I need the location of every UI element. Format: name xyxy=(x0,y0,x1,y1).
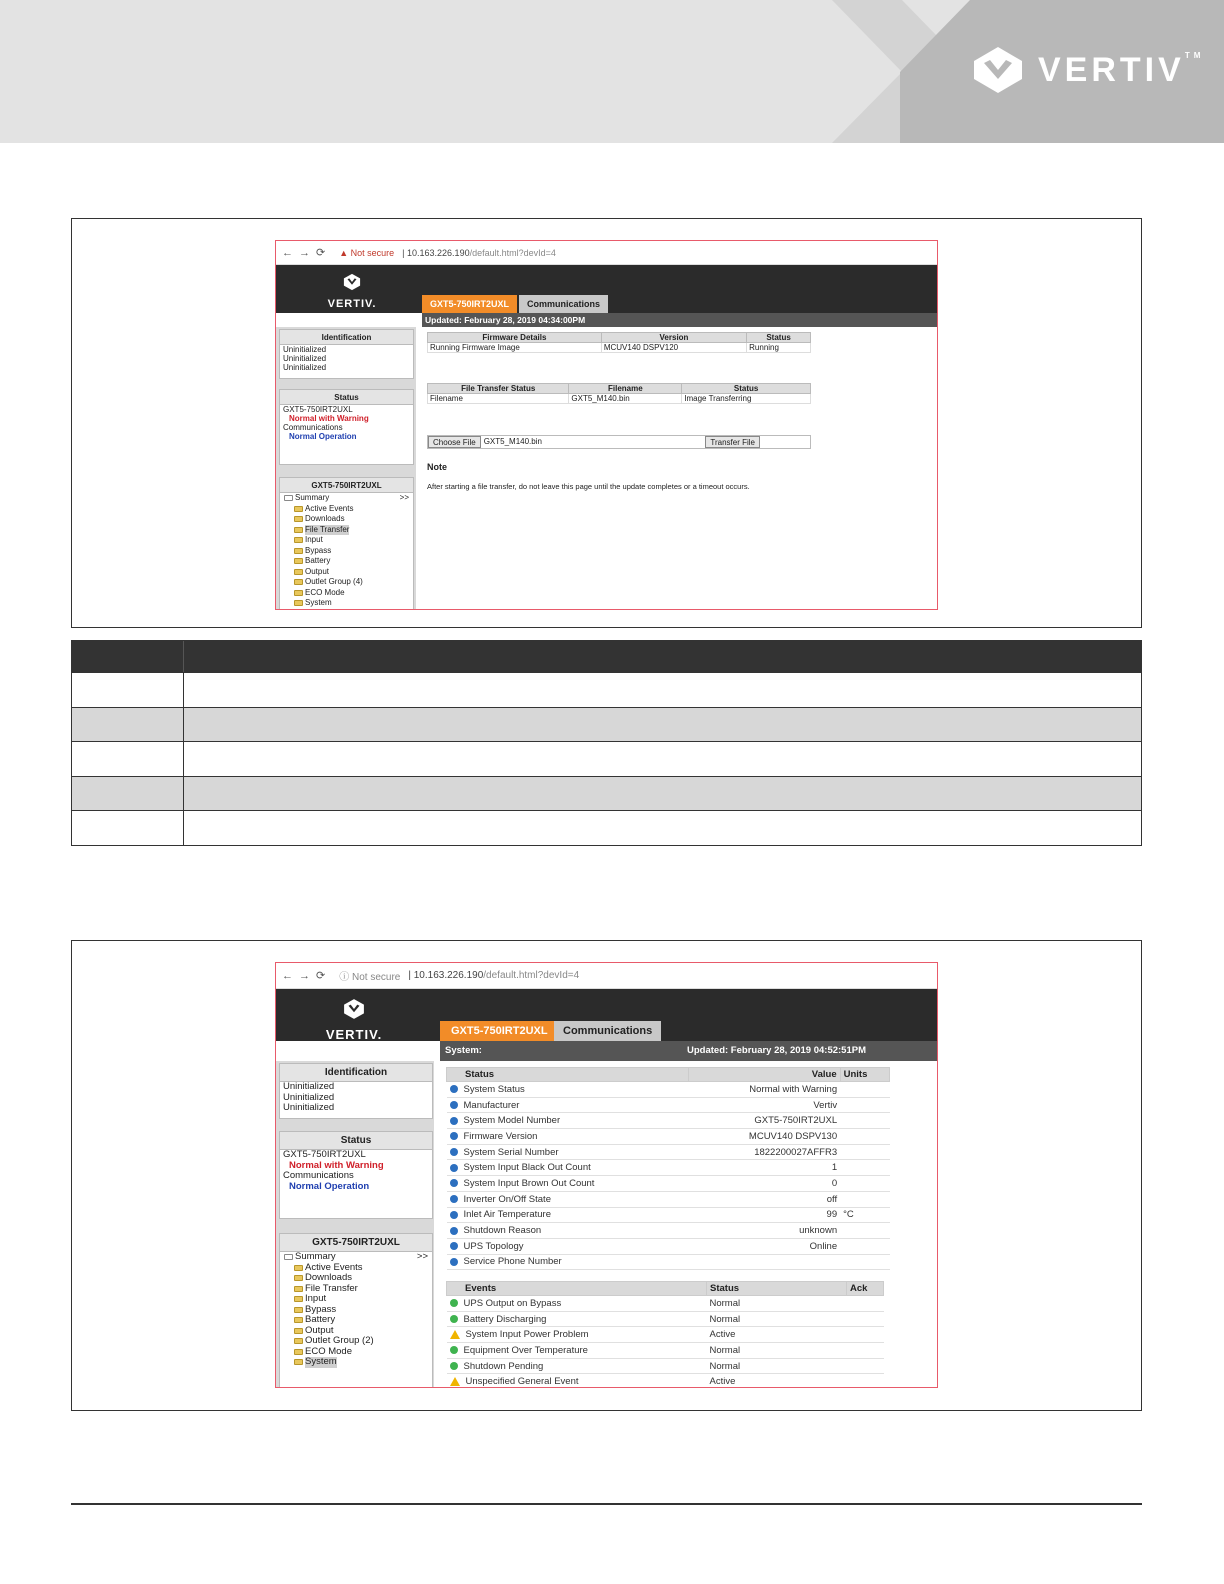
tab-communications[interactable]: Communications xyxy=(554,1021,661,1041)
left-panel xyxy=(276,1061,434,1387)
firmware-table: Firmware Details Version Status Running Firmware Image MCUV140 DSPV120 Running xyxy=(427,332,811,353)
table-row xyxy=(72,810,1141,845)
info-icon xyxy=(450,1132,458,1140)
identification-box: Identification Uninitialized Uninitialized Uninitialized xyxy=(279,1063,433,1119)
vertiv-mark-icon xyxy=(343,273,361,291)
not-secure-label: ⓘ Not secure xyxy=(339,972,401,983)
table-row: Firmware Version MCUV140 DSPV130 xyxy=(447,1129,890,1145)
table-row: Equipment Over Temperature Normal xyxy=(447,1343,884,1359)
url-text[interactable]: | 10.163.226.190/default.html?devId=4 xyxy=(402,247,556,258)
screenshot-system-page xyxy=(275,962,938,1388)
table-header xyxy=(72,641,1141,672)
tree-item[interactable]: Active Events xyxy=(280,1263,432,1274)
warning-icon xyxy=(450,1330,460,1339)
tree-item[interactable]: System xyxy=(280,598,413,609)
tree-summary[interactable]: Summary >> xyxy=(280,1252,432,1263)
table-row: System Status Normal with Warning xyxy=(447,1082,890,1098)
vertiv-logo xyxy=(972,45,1204,95)
table-row: Inlet Air Temperature 99 °C xyxy=(447,1207,890,1223)
device-logo: VERTIV. xyxy=(324,998,384,1042)
updated-bar: Updated: February 28, 2019 04:34:00PM xyxy=(422,313,937,327)
identification-box: Identification Uninitialized Uninitialized Uninitialized xyxy=(279,329,414,379)
warning-icon xyxy=(450,1377,460,1386)
address-bar xyxy=(276,241,937,265)
info-icon xyxy=(450,1085,458,1093)
ok-icon xyxy=(450,1346,458,1354)
figure-2-frame xyxy=(71,940,1142,1411)
table-row xyxy=(72,776,1141,811)
tree-item[interactable]: File Transfer xyxy=(280,1284,432,1295)
info-icon xyxy=(450,1258,458,1266)
tree-item[interactable]: ECO Mode xyxy=(280,1347,432,1358)
tree-item[interactable]: Input xyxy=(280,1294,432,1305)
device-logo: VERTIV. xyxy=(322,273,382,310)
footer-rule xyxy=(71,1503,1142,1505)
note-text: After starting a file transfer, do not leave this page until the update completes or a timeout occurs. xyxy=(427,482,750,491)
table-row: System Input Black Out Count 1 xyxy=(447,1160,890,1176)
vertiv-mark-icon xyxy=(343,998,365,1020)
info-icon xyxy=(450,1117,458,1125)
brand-tm: TM xyxy=(1184,50,1205,60)
header-band xyxy=(0,0,1224,143)
system-status-table: Status Value Units System Status Normal with Warning Manufacturer Vertiv System Model Number GXT5-750IRT2UXL Firmware Version MCUV140 DSPV130 System Serial Number 1822200027AFFR3 System Input Black Out Count 1 System Input Brown Out Count 0 Inverter On/Off State off Inlet Air Temperature 99 °C Shutdown Reason unknown UPS Topology Online Service Phone Number xyxy=(446,1067,890,1270)
main-panel xyxy=(440,1061,937,1387)
tree-summary[interactable]: Summary >> xyxy=(280,493,413,504)
updated-bar xyxy=(440,1041,937,1061)
transfer-file-button[interactable]: Transfer File xyxy=(705,436,760,448)
table-row: UPS Topology Online xyxy=(447,1238,890,1254)
tree-item[interactable]: Output xyxy=(280,1326,432,1337)
tree-item[interactable]: Bypass xyxy=(280,546,413,557)
top-bar xyxy=(276,989,937,1041)
tab-device[interactable]: GXT5-750IRT2UXL xyxy=(440,1021,559,1041)
info-icon xyxy=(450,1195,458,1203)
nav-tree: GXT5-750IRT2UXL Summary >> Active Events Downloads File Transfer Input Bypass Battery Output Outlet Group (4) ECO Mode System xyxy=(279,477,414,610)
tree-item[interactable]: System xyxy=(280,1357,432,1368)
info-icon xyxy=(450,1101,458,1109)
brand-name: VERTIV xyxy=(1038,50,1185,89)
table-row: Battery Discharging Normal xyxy=(447,1311,884,1327)
info-icon xyxy=(450,1179,458,1187)
vertiv-mark-icon xyxy=(972,45,1024,95)
transfer-status-table: File Transfer Status Filename Status Filename GXT5_M140.bin Image Transferring xyxy=(427,383,811,404)
table-row xyxy=(72,672,1141,707)
nav-arrows-icon[interactable]: ←→⟳ xyxy=(282,247,332,259)
info-icon xyxy=(450,1164,458,1172)
table-row: Manufacturer Vertiv xyxy=(447,1097,890,1113)
table-row: Unspecified General Event Active xyxy=(447,1374,884,1388)
chosen-filename: GXT5_M140.bin xyxy=(483,437,542,446)
screenshot-firmware-transfer xyxy=(275,240,938,610)
figure-1-frame xyxy=(71,218,1142,628)
tree-item[interactable]: Outlet Group (4) xyxy=(280,577,413,588)
info-icon xyxy=(450,1148,458,1156)
events-table: Events Status Ack UPS Output on Bypass Normal Battery Discharging Normal System Input Power Problem Active Equipment Over Temperature Normal Shutdown Pending Normal Unspecified General Event Active xyxy=(446,1281,884,1388)
tree-item[interactable]: Downloads xyxy=(280,514,413,525)
table-row: Shutdown Pending Normal xyxy=(447,1358,884,1374)
tree-item[interactable]: Downloads xyxy=(280,1273,432,1284)
reference-table xyxy=(71,640,1142,846)
tree-item[interactable]: Active Events xyxy=(280,504,413,515)
tab-device[interactable]: GXT5-750IRT2UXL xyxy=(422,295,517,313)
ok-icon xyxy=(450,1362,458,1370)
tab-communications[interactable]: Communications xyxy=(519,295,608,313)
status-box: Status GXT5-750IRT2UXL Normal with Warning Communications Normal Operation xyxy=(279,389,414,465)
url-text[interactable]: | 10.163.226.190/default.html?devId=4 xyxy=(408,970,580,981)
left-panel xyxy=(276,327,416,609)
file-chooser xyxy=(427,435,811,449)
tree-item[interactable]: Bypass xyxy=(280,1305,432,1316)
choose-file-button[interactable]: Choose File xyxy=(428,436,481,448)
tree-item[interactable]: File Transfer xyxy=(280,525,413,536)
table-row: Shutdown Reason unknown xyxy=(447,1223,890,1239)
tree-item[interactable]: Outlet Group (2) xyxy=(280,1336,432,1347)
table-row: System Input Brown Out Count 0 xyxy=(447,1176,890,1192)
table-row: System Input Power Problem Active xyxy=(447,1327,884,1343)
ok-icon xyxy=(450,1315,458,1323)
status-box: Status GXT5-750IRT2UXL Normal with Warning Communications Normal Operation xyxy=(279,1131,433,1219)
table-row: Inverter On/Off State off xyxy=(447,1191,890,1207)
info-icon xyxy=(450,1242,458,1250)
nav-arrows-icon[interactable]: ←→⟳ xyxy=(282,970,332,982)
table-row xyxy=(72,707,1141,742)
tree-item[interactable]: ECO Mode xyxy=(280,588,413,599)
info-icon xyxy=(450,1227,458,1235)
tree-item[interactable]: Battery xyxy=(280,556,413,567)
table-row: System Model Number GXT5-750IRT2UXL xyxy=(447,1113,890,1129)
not-secure-label: ▲ Not secure xyxy=(339,247,395,258)
info-icon xyxy=(450,1211,458,1219)
table-row: Service Phone Number xyxy=(447,1254,890,1270)
nav-tree: GXT5-750IRT2UXL Summary >> Active Events Downloads File Transfer Input Bypass Battery Output Outlet Group (2) ECO Mode System xyxy=(279,1233,433,1388)
table-row: System Serial Number 1822200027AFFR3 xyxy=(447,1144,890,1160)
table-row: UPS Output on Bypass Normal xyxy=(447,1296,884,1312)
address-bar xyxy=(276,963,937,989)
system-label: System: xyxy=(445,1045,482,1056)
table-row xyxy=(72,741,1141,776)
note-title: Note xyxy=(427,462,447,472)
tree-item[interactable]: Output xyxy=(280,567,413,578)
ok-icon xyxy=(450,1299,458,1307)
updated-text: Updated: February 28, 2019 04:52:51PM xyxy=(687,1045,866,1056)
tree-item[interactable]: Input xyxy=(280,535,413,546)
main-panel xyxy=(422,327,937,609)
tree-item[interactable]: Battery xyxy=(280,1315,432,1326)
top-bar xyxy=(276,265,937,313)
